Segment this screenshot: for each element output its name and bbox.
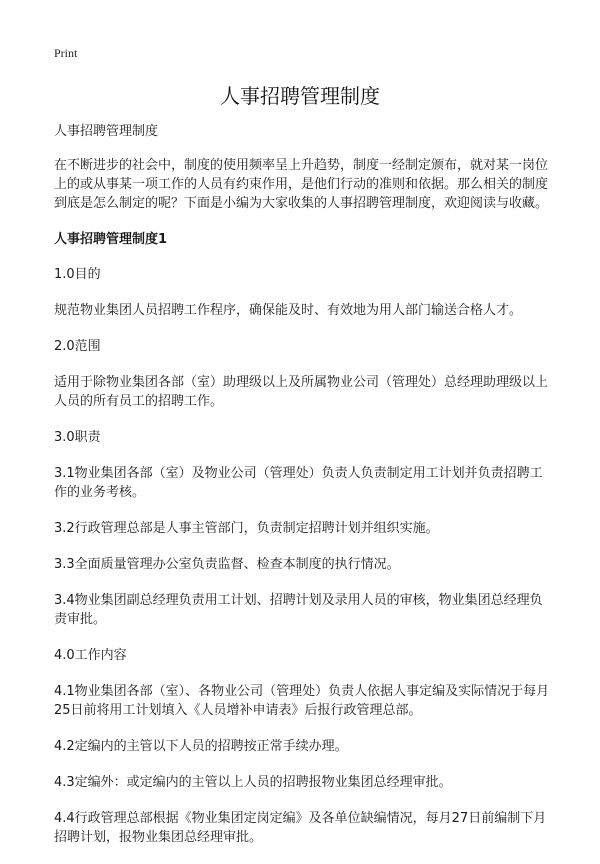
- page-title: 人事招聘管理制度: [220, 84, 380, 108]
- document-subtitle: 人事招聘管理制度: [54, 124, 159, 139]
- paragraph-3-2: 3.2行政管理总部是人事主管部门，负责制定招聘计划并组织实施。: [54, 521, 439, 536]
- paragraph-scope: 适用于除物业集团各部（室）助理级以上及所属物业公司（管理处）总经理助理级以上人员的所有员工的招聘工作。: [54, 375, 549, 409]
- paragraph-3-1: 3.1物业集团各部（室）及物业公司（管理处）负责人负责制定用工计划并负责招聘工作的业务考核。: [54, 466, 543, 500]
- heading-purpose: 1.0目的: [54, 267, 101, 282]
- paragraph-4-1: 4.1物业集团各部（室）、各物业公司（管理处）负责人依据人事定编及实际情况于每月25日前将用工计划填入《人员增补申请表》后报行政管理总部。: [54, 684, 550, 718]
- document-body: [54, 122, 554, 864]
- paragraph-3-4: 3.4物业集团副总经理负责用工计划、招聘计划及录用人员的审核，物业集团总经理负责审批。: [54, 593, 543, 627]
- print-link[interactable]: Print: [54, 46, 78, 60]
- section-heading: 人事招聘管理制度1: [54, 232, 168, 247]
- heading-scope: 2.0范围: [54, 339, 101, 354]
- intro-paragraph: 在不断进步的社会中，制度的使用频率呈上升趋势，制度一经制定颁布，就对某一岗位上的或从事某一项工作的人员有约束作用，是他们行动的准则和依据。那么相关的制度到底是怎么制定的呢？下面是小编为大家收集的人事招聘管理制度，欢迎阅读与收藏。: [54, 158, 549, 211]
- paragraph-4-4: 4.4行政管理总部根据《物业集团定岗定编》及各单位缺编情况，每月27日前编制下月招聘计划，报物业集团总经理审批。: [54, 811, 547, 845]
- heading-responsibilities: 3.0职责: [54, 430, 101, 445]
- paragraph-4-2: 4.2定编内的主管以下人员的招聘按正常手续办理。: [54, 739, 348, 754]
- paragraph-3-3: 3.3全面质量管理办公室负责监督、检查本制度的执行情况。: [54, 557, 400, 572]
- paragraph-4-3: 4.3定编外：或定编内的主管以上人员的招聘报物业集团总经理审批。: [54, 775, 452, 790]
- paragraph-purpose: 规范物业集团人员招聘工作程序，确保能及时、有效地为用人部门输送合格人才。: [54, 303, 523, 318]
- heading-work-content: 4.0工作内容: [54, 648, 127, 663]
